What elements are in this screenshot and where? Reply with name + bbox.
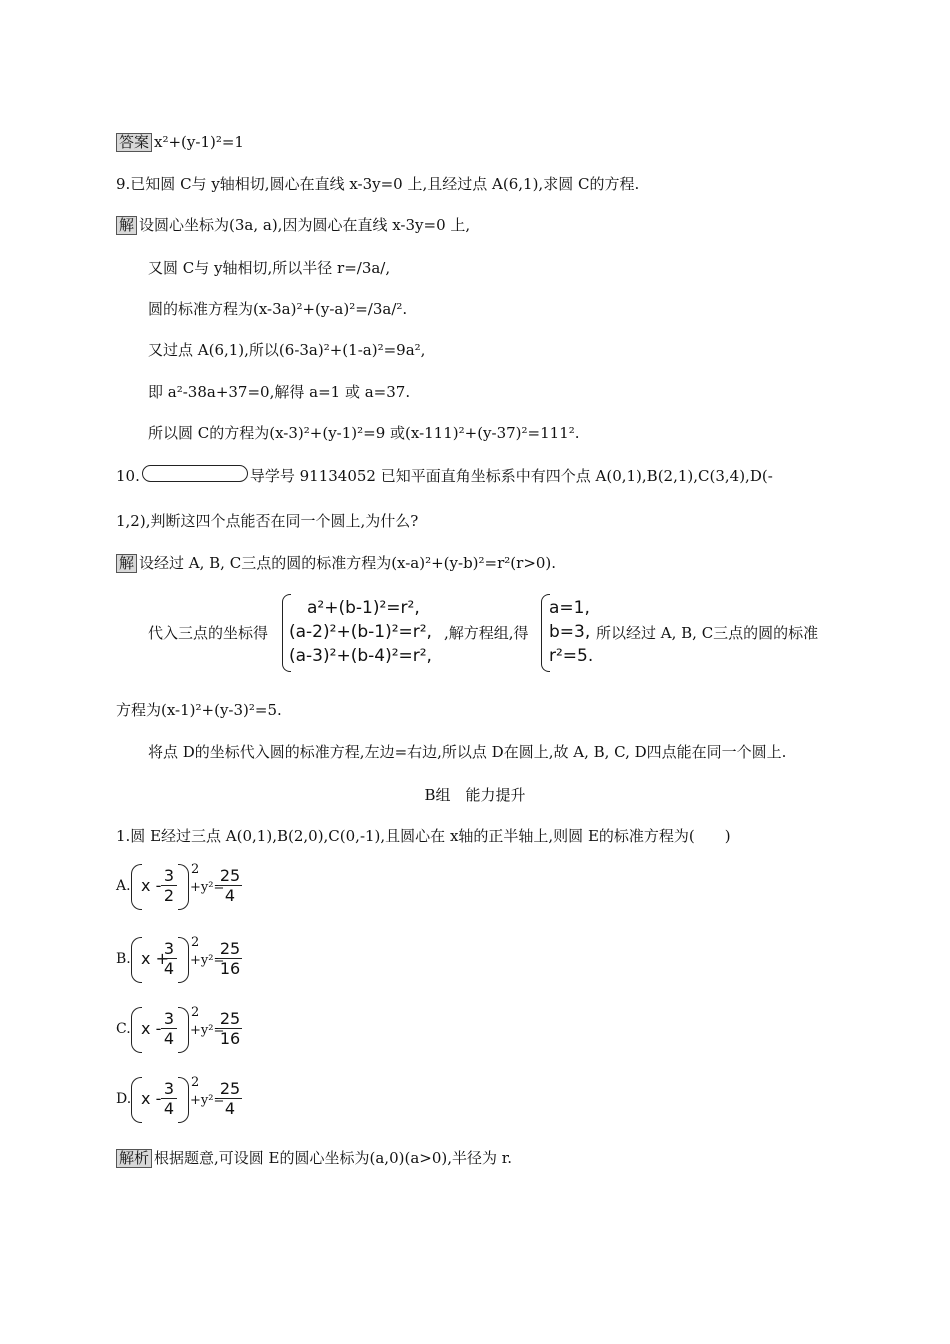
system2-eq-3: r²=5. bbox=[549, 646, 594, 666]
q9-solution-tag: 解 bbox=[116, 216, 137, 235]
q10-solution-line-1 bbox=[116, 553, 556, 573]
system1-eq-3: (a-3)²+(b-4)²=r², bbox=[289, 646, 432, 666]
q10-question-text: 导学号 91134052 已知平面直角坐标系中有四个点 A(0,1),B(2,1),C(3,4),D(- bbox=[249, 467, 773, 485]
option-d-exponent: 2 bbox=[191, 1075, 200, 1090]
option-b-label: B. bbox=[116, 951, 131, 967]
answer-text: x²+(y-1)²=1 bbox=[154, 133, 244, 151]
option-c-sign: - bbox=[155, 1019, 162, 1038]
option-a-mid: +y²= bbox=[190, 880, 225, 895]
option-b-fraction bbox=[161, 939, 177, 979]
q10-solve-text: ,解方程组,得 bbox=[444, 624, 529, 642]
option-a-rhs-den: 4 bbox=[224, 886, 236, 905]
option-d-right-paren bbox=[178, 1077, 189, 1123]
option-c-right-paren bbox=[178, 1007, 189, 1053]
system2 bbox=[549, 596, 593, 668]
option-c-den: 4 bbox=[163, 1029, 175, 1048]
option-c-num: 3 bbox=[161, 1009, 177, 1029]
option-b-x: x bbox=[141, 949, 151, 968]
system1-eq-1: a²+(b-1)²=r², bbox=[307, 598, 420, 618]
q10-question-line-1 bbox=[116, 465, 773, 486]
option-b-exponent: 2 bbox=[191, 935, 200, 950]
option-d-num: 3 bbox=[161, 1079, 177, 1099]
option-b-rhs-num: 25 bbox=[219, 939, 241, 958]
q10-number: 10. bbox=[116, 467, 140, 485]
q10-after-system: 所以经过 A, B, C三点的圆的标准 bbox=[596, 624, 819, 642]
option-d-rhs bbox=[218, 1079, 242, 1119]
option-a-x: x bbox=[141, 876, 151, 895]
option-c-rhs-den: 16 bbox=[219, 1029, 241, 1048]
option-c-expr bbox=[141, 1019, 161, 1038]
system2-eq-2: b=3, bbox=[549, 622, 591, 642]
option-d-rhs-den: 4 bbox=[224, 1099, 236, 1118]
study-number-badge bbox=[142, 465, 248, 482]
q10-solution-line-3: 方程为(x-1)²+(y-3)²=5. bbox=[116, 701, 282, 719]
option-c-rhs-num: 25 bbox=[219, 1009, 241, 1028]
analysis-text: 根据题意,可设圆 E的圆心坐标为(a,0)(a>0),半径为 r. bbox=[154, 1149, 513, 1167]
q10-text-1: 设经过 A, B, C三点的圆的标准方程为(x-a)²+(y-b)²=r²(r>0). bbox=[139, 554, 557, 572]
option-b-den: 4 bbox=[163, 959, 175, 978]
option-b-sign: + bbox=[155, 949, 169, 968]
option-b-rhs bbox=[218, 939, 242, 979]
system1-eq-2: (a-2)²+(b-1)²=r², bbox=[289, 622, 432, 642]
q9-solution-line-5: 即 a²-38a+37=0,解得 a=1 或 a=37. bbox=[148, 383, 411, 401]
option-c-rhs bbox=[218, 1009, 242, 1049]
option-c-fraction bbox=[161, 1009, 177, 1049]
option-a-sign: - bbox=[155, 876, 162, 895]
q10-question-line-2: 1,2),判断这四个点能否在同一个圆上,为什么? bbox=[116, 512, 419, 530]
q1-analysis bbox=[116, 1148, 512, 1168]
option-d-label: D. bbox=[116, 1091, 132, 1107]
option-a-fraction bbox=[161, 866, 177, 906]
q9-solution-line-2: 又圆 C与 y轴相切,所以半径 r=/3a/, bbox=[148, 259, 391, 277]
option-c-mid: +y²= bbox=[190, 1023, 225, 1038]
option-d-sign: - bbox=[155, 1089, 162, 1108]
option-c-x: x bbox=[141, 1019, 151, 1038]
option-d-rhs-num: 25 bbox=[219, 1079, 241, 1098]
option-a-label: A. bbox=[116, 878, 131, 894]
option-a-right-paren bbox=[178, 864, 189, 910]
option-d-den: 4 bbox=[163, 1099, 175, 1118]
option-a-den: 2 bbox=[163, 886, 175, 905]
section-title: B组 能力提升 bbox=[424, 786, 526, 804]
option-b-mid: +y²= bbox=[190, 953, 225, 968]
option-a-num: 3 bbox=[161, 866, 177, 886]
analysis-tag: 解析 bbox=[116, 1149, 152, 1168]
option-c-exponent: 2 bbox=[191, 1005, 200, 1020]
option-a-rhs bbox=[218, 866, 242, 906]
system1 bbox=[289, 596, 432, 668]
option-a-expr bbox=[141, 876, 161, 895]
system2-eq-1: a=1, bbox=[549, 598, 590, 618]
option-a-rhs-num: 25 bbox=[219, 866, 241, 885]
answer-line bbox=[116, 132, 244, 152]
option-a-exponent: 2 bbox=[191, 862, 200, 877]
option-b-rhs-den: 16 bbox=[219, 959, 241, 978]
option-c-label: C. bbox=[116, 1021, 131, 1037]
option-d-fraction bbox=[161, 1079, 177, 1119]
q9-solution-line-1 bbox=[116, 215, 470, 235]
q10-substitute-prefix: 代入三点的坐标得 bbox=[148, 624, 269, 642]
q9-solution-line-3: 圆的标准方程为(x-3a)²+(y-a)²=/3a/². bbox=[148, 300, 408, 318]
q9-solution-line-4: 又过点 A(6,1),所以(6-3a)²+(1-a)²=9a², bbox=[148, 341, 426, 359]
answer-tag: 答案 bbox=[116, 133, 152, 152]
q1-question: 1.圆 E经过三点 A(0,1),B(2,0),C(0,-1),且圆心在 x轴的正半轴上,则圆 E的标准方程为( ) bbox=[116, 827, 731, 845]
option-d-mid: +y²= bbox=[190, 1093, 225, 1108]
q9-solution-line-6: 所以圆 C的方程为(x-3)²+(y-1)²=9 或(x-111)²+(y-37)²=111². bbox=[148, 424, 580, 442]
option-b-right-paren bbox=[178, 937, 189, 983]
q10-solution-line-4: 将点 D的坐标代入圆的标准方程,左边=右边,所以点 D在圆上,故 A, B, C, D四点能在同一个圆上. bbox=[148, 743, 787, 761]
option-d-expr bbox=[141, 1089, 161, 1108]
option-b-num: 3 bbox=[161, 939, 177, 959]
q10-solution-tag: 解 bbox=[116, 554, 137, 573]
q9-question: 9.已知圆 C与 y轴相切,圆心在直线 x-3y=0 上,且经过点 A(6,1),求圆 C的方程. bbox=[116, 175, 640, 193]
option-d-x: x bbox=[141, 1089, 151, 1108]
q9-text-1: 设圆心坐标为(3a, a),因为圆心在直线 x-3y=0 上, bbox=[139, 216, 471, 234]
